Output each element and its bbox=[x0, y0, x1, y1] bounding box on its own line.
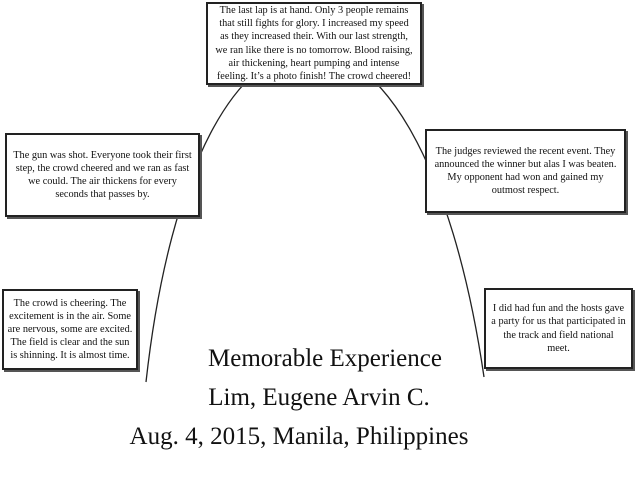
resolution-text: I did had fun and the hosts gave a party for us that participated in the track and field national meet. bbox=[491, 303, 626, 354]
falling-action-text: The judges reviewed the recent event. They announced the winner but alas I was beaten. My opponent had won and gained my outmost respect. bbox=[434, 145, 617, 197]
climax-text: The last lap is at hand. Only 3 people remains that still fights for glory. I increased my speed as they increased their. With our last strength, we ran like there is no tomorrow. Blood raising, air thickening, heart pumping and intense feeling. It’s a photo finish! The crowd cheered! bbox=[215, 4, 413, 82]
exposition-text: The crowd is cheering. The excitement is in the air. Some are nervous, some are excited. The field is clear and the sun is shinning. It is almost time. bbox=[7, 297, 133, 362]
climax-box bbox=[206, 2, 422, 85]
date-place: Aug. 4, 2015, Manila, Philippines bbox=[129, 423, 469, 450]
author-name: Lim, Eugene Arvin C. bbox=[208, 384, 430, 411]
rising-action-box bbox=[5, 133, 200, 217]
page-title: Memorable Experience bbox=[208, 345, 442, 372]
rising-action-text: The gun was shot. Everyone took their first step, the crowd cheered and we ran as fast we could. The air thickens for every seconds that passes by. bbox=[13, 149, 192, 201]
falling-action-box bbox=[425, 129, 626, 213]
